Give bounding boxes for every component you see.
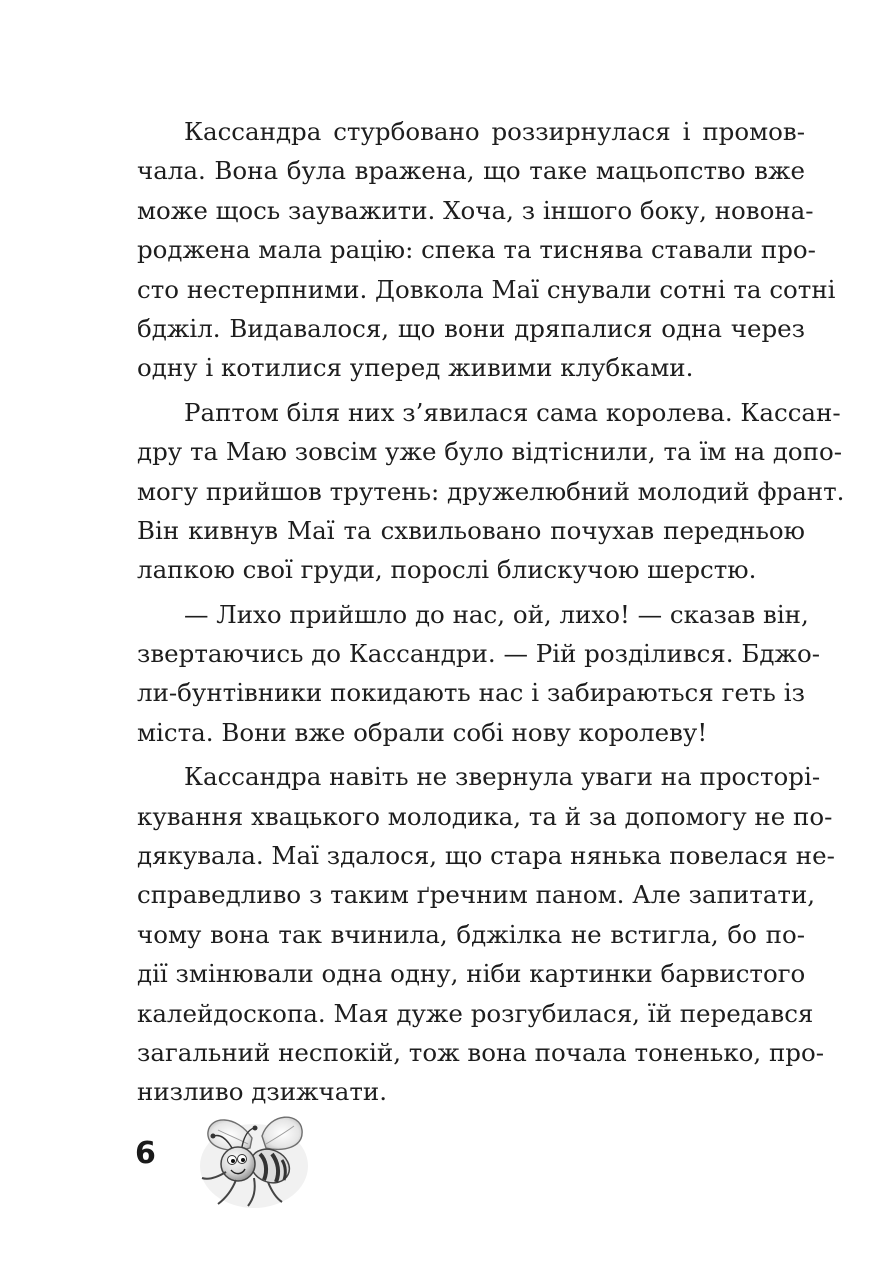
text-line: дякувала. Маї здалося, що стара нянька повелася не- — [137, 841, 835, 871]
paragraph-3 — [137, 595, 820, 753]
text-line: могу прийшов трутень: дружелюбний молодий франт. — [137, 476, 845, 506]
text-line: міста. Вони вже обрали собі нову королеву! — [137, 717, 708, 747]
text-line: калейдоскопа. Мая дуже розгубилася, їй передався — [137, 998, 814, 1028]
text-line: ли-бунтівники покидають нас і забираються геть із — [137, 678, 805, 708]
page-number: 6 — [135, 1136, 156, 1171]
text-line: Кассандра стурбовано роззирнулася і промов- — [184, 117, 805, 146]
text-line: одну і котилися уперед живими клубками. — [137, 353, 694, 383]
text-line: звертаючись до Кассандри. — Рій розділився. Бджо- — [137, 639, 820, 669]
text-line: кування хвацького молодика, та й за допомогу не по- — [137, 801, 833, 831]
paragraph-2 — [137, 393, 845, 590]
text-line: чому вона так вчинила, бджілка не встигла, бо по- — [137, 919, 805, 949]
text-line: низливо дзижчати. — [137, 1077, 388, 1107]
text-line: — Лихо прийшло до нас, ой, лихо! — сказав він, — [184, 599, 809, 629]
bee-icon — [196, 1108, 314, 1214]
text-line: чала. Вона була вражена, що таке мацьопство вже — [137, 156, 805, 186]
body-text — [137, 112, 845, 1117]
text-line: справедливо з таким ґречним паном. Але запитати, — [137, 880, 816, 910]
text-line: лапкою свої груди, порослі блискучою шерстю. — [137, 555, 757, 585]
text-line: бджіл. Видавалося, що вони дряпалися одна через — [137, 313, 805, 343]
text-line: дру та Маю зовсім уже було відтіснили, та їм на допо- — [137, 437, 843, 467]
text-line: Раптом біля них з’явилася сама королева. Кассан- — [184, 397, 841, 427]
text-line: сто нестерпними. Довкола Маї снували сотні та сотні — [137, 274, 836, 304]
text-line: загальний неспокій, тож вона почала тоненько, про- — [137, 1037, 824, 1067]
text-line: роджена мала рацію: спека та тиснява ставали про- — [137, 235, 816, 265]
text-line: Він кивнув Маї та схвильовано почухав передньою — [137, 515, 805, 545]
paragraph-1 — [137, 112, 836, 388]
text-line: може щось зауважити. Хоча, з іншого боку, новона- — [137, 195, 814, 225]
paragraph-4 — [137, 757, 835, 1112]
text-line: дії змінювали одна одну, ніби картинки барвистого — [137, 959, 806, 989]
text-line: Кассандра навіть не звернула уваги на просторі- — [184, 762, 821, 792]
